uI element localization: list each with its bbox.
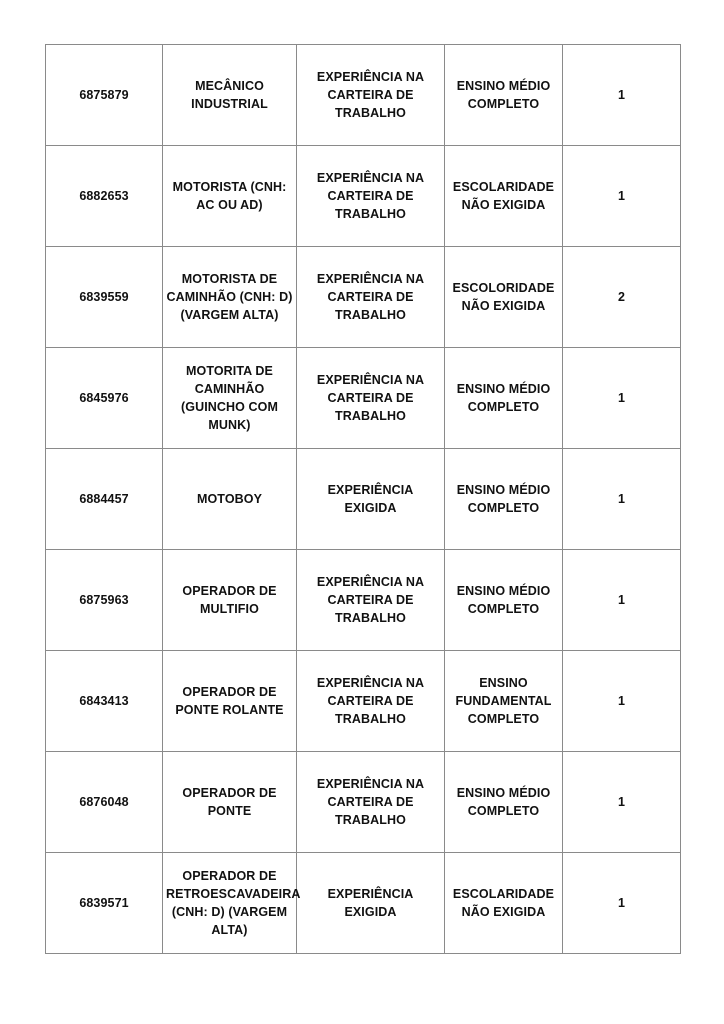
table-row (46, 247, 681, 348)
vacancies-cell: 1 (563, 550, 681, 651)
experience-cell: EXPERIÊNCIA NA CARTEIRA DE TRABALHO (297, 146, 445, 247)
job-code-cell: 6875879 (46, 45, 163, 146)
job-title-cell: MOTORITA DE CAMINHÃO (GUINCHO COM MUNK) (163, 348, 297, 449)
job-code-cell: 6876048 (46, 752, 163, 853)
table-row (46, 348, 681, 449)
experience-cell: EXPERIÊNCIA NA CARTEIRA DE TRABALHO (297, 348, 445, 449)
job-title-cell: OPERADOR DE MULTIFIO (163, 550, 297, 651)
job-code-cell: 6845976 (46, 348, 163, 449)
table-row (46, 853, 681, 954)
education-cell: ESCOLARIDADE NÃO EXIGIDA (445, 146, 563, 247)
education-cell: ENSINO MÉDIO COMPLETO (445, 449, 563, 550)
vacancies-cell: 1 (563, 853, 681, 954)
vacancies-cell: 1 (563, 348, 681, 449)
vacancies-cell: 1 (563, 146, 681, 247)
education-cell: ENSINO MÉDIO COMPLETO (445, 550, 563, 651)
job-title-cell: MECÂNICO INDUSTRIAL (163, 45, 297, 146)
experience-cell: EXPERIÊNCIA NA CARTEIRA DE TRABALHO (297, 752, 445, 853)
table-row (46, 45, 681, 146)
job-code-cell: 6884457 (46, 449, 163, 550)
job-title-cell: MOTORISTA DE CAMINHÃO (CNH: D) (VARGEM ALTA) (163, 247, 297, 348)
job-code-cell: 6843413 (46, 651, 163, 752)
job-title-cell: OPERADOR DE PONTE ROLANTE (163, 651, 297, 752)
education-cell: ESCOLORIDADE NÃO EXIGIDA (445, 247, 563, 348)
experience-cell: EXPERIÊNCIA EXIGIDA (297, 853, 445, 954)
table-row (46, 651, 681, 752)
experience-cell: EXPERIÊNCIA NA CARTEIRA DE TRABALHO (297, 45, 445, 146)
education-cell: ENSINO FUNDAMENTAL COMPLETO (445, 651, 563, 752)
vacancies-cell: 1 (563, 45, 681, 146)
table-row (46, 752, 681, 853)
table-row (46, 550, 681, 651)
job-code-cell: 6839571 (46, 853, 163, 954)
vacancies-cell: 2 (563, 247, 681, 348)
table-row (46, 146, 681, 247)
education-cell: ENSINO MÉDIO COMPLETO (445, 752, 563, 853)
vacancies-cell: 1 (563, 449, 681, 550)
job-title-cell: MOTOBOY (163, 449, 297, 550)
education-cell: ESCOLARIDADE NÃO EXIGIDA (445, 853, 563, 954)
vacancies-cell: 1 (563, 752, 681, 853)
job-title-cell: OPERADOR DE PONTE (163, 752, 297, 853)
experience-cell: EXPERIÊNCIA NA CARTEIRA DE TRABALHO (297, 651, 445, 752)
education-cell: ENSINO MÉDIO COMPLETO (445, 348, 563, 449)
job-code-cell: 6875963 (46, 550, 163, 651)
job-title-cell: MOTORISTA (CNH: AC OU AD) (163, 146, 297, 247)
education-cell: ENSINO MÉDIO COMPLETO (445, 45, 563, 146)
experience-cell: EXPERIÊNCIA EXIGIDA (297, 449, 445, 550)
job-title-cell: OPERADOR DE RETROESCAVADEIRA (CNH: D) (VARGEM ALTA) (163, 853, 297, 954)
experience-cell: EXPERIÊNCIA NA CARTEIRA DE TRABALHO (297, 550, 445, 651)
table-row (46, 449, 681, 550)
job-code-cell: 6882653 (46, 146, 163, 247)
vacancies-cell: 1 (563, 651, 681, 752)
experience-cell: EXPERIÊNCIA NA CARTEIRA DE TRABALHO (297, 247, 445, 348)
job-code-cell: 6839559 (46, 247, 163, 348)
job-vacancies-table (45, 44, 681, 954)
